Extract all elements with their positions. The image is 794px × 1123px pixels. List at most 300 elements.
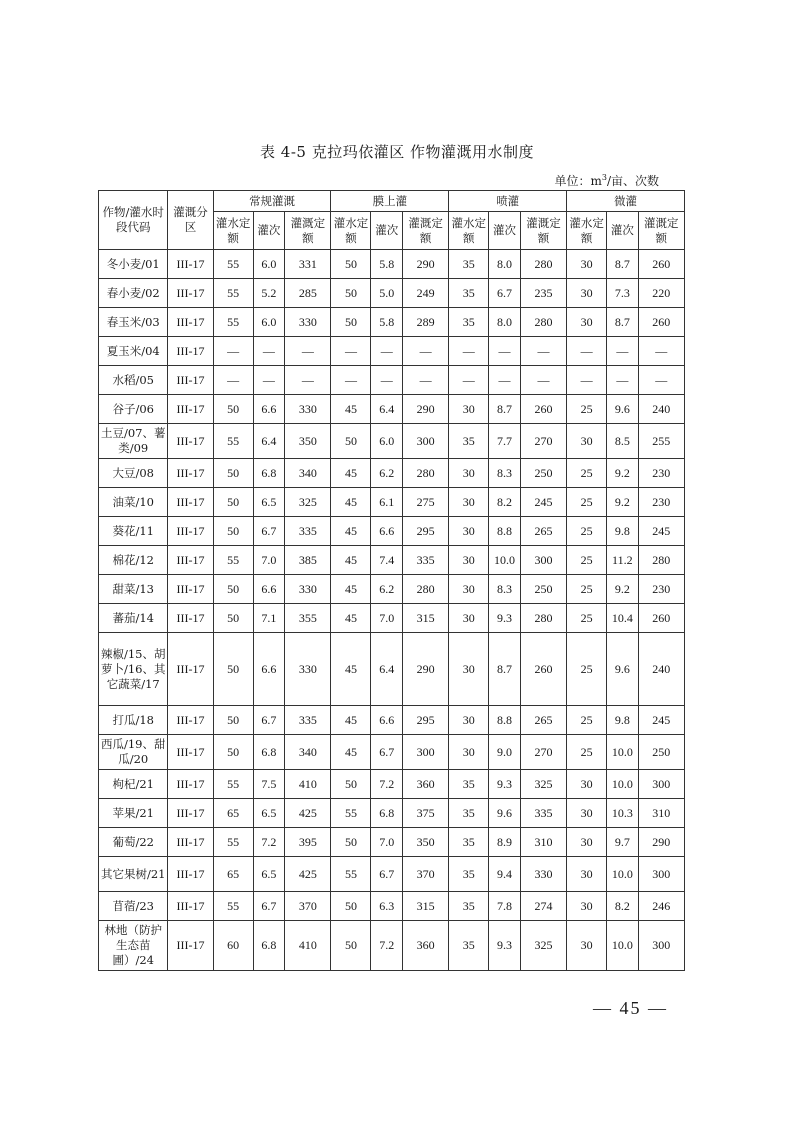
value-cell: 7.7 xyxy=(489,424,521,459)
value-cell: 9.3 xyxy=(489,604,521,633)
value-cell: 30 xyxy=(449,633,489,706)
crop-cell: 土豆/07、薯类/09 xyxy=(99,424,168,459)
value-cell: 7.8 xyxy=(489,892,521,921)
header-group-sprinkler: 喷灌 xyxy=(449,191,567,212)
zone-cell: III-17 xyxy=(168,770,213,799)
value-cell: 6.5 xyxy=(253,799,285,828)
value-cell: 6.6 xyxy=(371,706,403,735)
value-cell: 395 xyxy=(285,828,331,857)
table-row xyxy=(99,337,685,366)
value-cell: 30 xyxy=(449,575,489,604)
value-cell: — xyxy=(285,337,331,366)
value-cell: 25 xyxy=(567,706,607,735)
value-cell: 50 xyxy=(331,921,371,971)
value-cell: 425 xyxy=(285,799,331,828)
crop-cell: 夏玉米/04 xyxy=(99,337,168,366)
header-zone: 灌溉分区 xyxy=(168,191,213,250)
value-cell: 55 xyxy=(331,799,371,828)
zone-cell: III-17 xyxy=(168,279,213,308)
value-cell: 7.2 xyxy=(253,828,285,857)
table-row xyxy=(99,921,685,971)
value-cell: 30 xyxy=(449,395,489,424)
zone-cell: III-17 xyxy=(168,337,213,366)
zone-cell: III-17 xyxy=(168,706,213,735)
value-cell: 25 xyxy=(567,395,607,424)
value-cell: 375 xyxy=(403,799,449,828)
value-cell: 25 xyxy=(567,604,607,633)
crop-cell: 其它果树/21 xyxy=(99,857,168,892)
value-cell: 410 xyxy=(285,770,331,799)
value-cell: 55 xyxy=(213,308,253,337)
value-cell: 30 xyxy=(567,250,607,279)
value-cell: 360 xyxy=(403,770,449,799)
value-cell: 330 xyxy=(285,575,331,604)
value-cell: — xyxy=(489,337,521,366)
value-cell: 350 xyxy=(403,828,449,857)
value-cell: 250 xyxy=(520,459,566,488)
value-cell: 315 xyxy=(403,604,449,633)
value-cell: 410 xyxy=(285,921,331,971)
value-cell: 6.7 xyxy=(371,735,403,770)
table-row xyxy=(99,250,685,279)
value-cell: 265 xyxy=(520,706,566,735)
value-cell: 6.5 xyxy=(253,857,285,892)
value-cell: — xyxy=(567,337,607,366)
value-cell: 325 xyxy=(285,488,331,517)
zone-cell: III-17 xyxy=(168,921,213,971)
value-cell: 30 xyxy=(567,892,607,921)
value-cell: 35 xyxy=(449,799,489,828)
value-cell: 6.8 xyxy=(253,921,285,971)
zone-cell: III-17 xyxy=(168,799,213,828)
value-cell: 6.8 xyxy=(253,735,285,770)
value-cell: 65 xyxy=(213,799,253,828)
header-group-micro: 微灌 xyxy=(567,191,685,212)
subheader-cell: 灌水定额 xyxy=(331,212,371,250)
value-cell: 30 xyxy=(567,279,607,308)
value-cell: 45 xyxy=(331,517,371,546)
value-cell: 325 xyxy=(520,770,566,799)
value-cell: 249 xyxy=(403,279,449,308)
value-cell: 45 xyxy=(331,488,371,517)
value-cell: — xyxy=(331,337,371,366)
value-cell: 260 xyxy=(638,250,684,279)
value-cell: 289 xyxy=(403,308,449,337)
header-group-film: 膜上灌 xyxy=(331,191,449,212)
value-cell: 10.0 xyxy=(607,735,639,770)
value-cell: 25 xyxy=(567,546,607,575)
table-row xyxy=(99,828,685,857)
value-cell: — xyxy=(213,337,253,366)
value-cell: 55 xyxy=(213,279,253,308)
value-cell: 280 xyxy=(520,308,566,337)
value-cell: 30 xyxy=(449,604,489,633)
value-cell: — xyxy=(253,337,285,366)
table-row xyxy=(99,892,685,921)
table-row xyxy=(99,604,685,633)
table-row xyxy=(99,424,685,459)
zone-cell: III-17 xyxy=(168,633,213,706)
value-cell: 6.8 xyxy=(371,799,403,828)
value-cell: 50 xyxy=(331,279,371,308)
value-cell: — xyxy=(607,366,639,395)
value-cell: 6.4 xyxy=(371,395,403,424)
value-cell: 280 xyxy=(520,250,566,279)
value-cell: 230 xyxy=(638,488,684,517)
value-cell: 8.8 xyxy=(489,706,521,735)
value-cell: 50 xyxy=(213,459,253,488)
value-cell: 330 xyxy=(285,633,331,706)
subheader-cell: 灌次 xyxy=(253,212,285,250)
value-cell: — xyxy=(638,337,684,366)
value-cell: 55 xyxy=(213,892,253,921)
table-row xyxy=(99,770,685,799)
value-cell: — xyxy=(371,366,403,395)
crop-cell: 林地（防护生态苗圃）/24 xyxy=(99,921,168,971)
crop-cell: 水稻/05 xyxy=(99,366,168,395)
value-cell: 300 xyxy=(403,735,449,770)
crop-cell: 苜蓿/23 xyxy=(99,892,168,921)
value-cell: 30 xyxy=(567,799,607,828)
value-cell: 335 xyxy=(403,546,449,575)
value-cell: 11.2 xyxy=(607,546,639,575)
value-cell: 8.7 xyxy=(489,633,521,706)
value-cell: 8.9 xyxy=(489,828,521,857)
crop-cell: 蕃茄/14 xyxy=(99,604,168,633)
subheader-cell: 灌溉定额 xyxy=(638,212,684,250)
value-cell: 250 xyxy=(638,735,684,770)
value-cell: 280 xyxy=(403,575,449,604)
value-cell: 260 xyxy=(638,604,684,633)
value-cell: 330 xyxy=(285,395,331,424)
zone-cell: III-17 xyxy=(168,575,213,604)
value-cell: 6.7 xyxy=(253,706,285,735)
header-group-conventional: 常规灌溉 xyxy=(213,191,331,212)
value-cell: 7.3 xyxy=(607,279,639,308)
value-cell: 8.8 xyxy=(489,517,521,546)
value-cell: 65 xyxy=(213,857,253,892)
value-cell: 290 xyxy=(638,828,684,857)
value-cell: 9.6 xyxy=(607,633,639,706)
value-cell: 315 xyxy=(403,892,449,921)
value-cell: 30 xyxy=(449,706,489,735)
value-cell: 260 xyxy=(638,308,684,337)
value-cell: 355 xyxy=(285,604,331,633)
value-cell: 50 xyxy=(213,706,253,735)
subheader-cell: 灌次 xyxy=(371,212,403,250)
value-cell: 8.3 xyxy=(489,459,521,488)
zone-cell: III-17 xyxy=(168,424,213,459)
zone-cell: III-17 xyxy=(168,308,213,337)
zone-cell: III-17 xyxy=(168,488,213,517)
value-cell: 9.2 xyxy=(607,488,639,517)
value-cell: 10.0 xyxy=(607,857,639,892)
value-cell: 265 xyxy=(520,517,566,546)
value-cell: 8.2 xyxy=(607,892,639,921)
zone-cell: III-17 xyxy=(168,459,213,488)
value-cell: 45 xyxy=(331,706,371,735)
value-cell: — xyxy=(285,366,331,395)
zone-cell: III-17 xyxy=(168,546,213,575)
value-cell: — xyxy=(403,366,449,395)
crop-cell: 葡萄/22 xyxy=(99,828,168,857)
crop-cell: 甜菜/13 xyxy=(99,575,168,604)
value-cell: 5.8 xyxy=(371,308,403,337)
value-cell: 6.5 xyxy=(253,488,285,517)
value-cell: 50 xyxy=(213,633,253,706)
value-cell: — xyxy=(331,366,371,395)
value-cell: — xyxy=(403,337,449,366)
value-cell: 7.2 xyxy=(371,770,403,799)
crop-cell: 冬小麦/01 xyxy=(99,250,168,279)
value-cell: 6.2 xyxy=(371,459,403,488)
value-cell: 10.3 xyxy=(607,799,639,828)
value-cell: 250 xyxy=(520,575,566,604)
value-cell: 9.6 xyxy=(607,395,639,424)
value-cell: 285 xyxy=(285,279,331,308)
crop-cell: 谷子/06 xyxy=(99,395,168,424)
header-crop: 作物/灌水时段代码 xyxy=(99,191,168,250)
value-cell: 300 xyxy=(638,921,684,971)
zone-cell: III-17 xyxy=(168,828,213,857)
value-cell: 6.3 xyxy=(371,892,403,921)
table-row xyxy=(99,546,685,575)
value-cell: 310 xyxy=(520,828,566,857)
value-cell: 280 xyxy=(638,546,684,575)
table-row xyxy=(99,279,685,308)
value-cell: 50 xyxy=(213,735,253,770)
table-row xyxy=(99,575,685,604)
value-cell: 25 xyxy=(567,517,607,546)
value-cell: 280 xyxy=(520,604,566,633)
value-cell: 290 xyxy=(403,633,449,706)
value-cell: 230 xyxy=(638,459,684,488)
zone-cell: III-17 xyxy=(168,366,213,395)
value-cell: 360 xyxy=(403,921,449,971)
value-cell: 55 xyxy=(213,828,253,857)
value-cell: 340 xyxy=(285,735,331,770)
value-cell: 6.6 xyxy=(253,575,285,604)
value-cell: 370 xyxy=(403,857,449,892)
value-cell: 295 xyxy=(403,706,449,735)
value-cell: 55 xyxy=(331,857,371,892)
value-cell: — xyxy=(567,366,607,395)
crop-cell: 打瓜/18 xyxy=(99,706,168,735)
value-cell: 6.1 xyxy=(371,488,403,517)
value-cell: 25 xyxy=(567,488,607,517)
value-cell: 50 xyxy=(213,488,253,517)
value-cell: 35 xyxy=(449,828,489,857)
value-cell: 25 xyxy=(567,459,607,488)
value-cell: 6.6 xyxy=(253,633,285,706)
value-cell: 295 xyxy=(403,517,449,546)
table-row xyxy=(99,735,685,770)
value-cell: 6.7 xyxy=(253,517,285,546)
value-cell: 370 xyxy=(285,892,331,921)
value-cell: 9.8 xyxy=(607,706,639,735)
subheader-cell: 灌水定额 xyxy=(213,212,253,250)
zone-cell: III-17 xyxy=(168,892,213,921)
value-cell: 50 xyxy=(213,575,253,604)
value-cell: 30 xyxy=(449,735,489,770)
value-cell: 30 xyxy=(449,517,489,546)
value-cell: 260 xyxy=(520,633,566,706)
value-cell: 6.6 xyxy=(253,395,285,424)
value-cell: 6.0 xyxy=(371,424,403,459)
crop-cell: 西瓜/19、甜瓜/20 xyxy=(99,735,168,770)
value-cell: 331 xyxy=(285,250,331,279)
value-cell: 50 xyxy=(331,308,371,337)
subheader-cell: 灌溉定额 xyxy=(520,212,566,250)
value-cell: 6.8 xyxy=(253,459,285,488)
crop-cell: 枸杞/21 xyxy=(99,770,168,799)
value-cell: 8.0 xyxy=(489,250,521,279)
value-cell: 10.0 xyxy=(607,770,639,799)
value-cell: 8.2 xyxy=(489,488,521,517)
value-cell: 10.0 xyxy=(607,921,639,971)
zone-cell: III-17 xyxy=(168,250,213,279)
value-cell: — xyxy=(253,366,285,395)
value-cell: — xyxy=(607,337,639,366)
value-cell: 50 xyxy=(213,604,253,633)
value-cell: 274 xyxy=(520,892,566,921)
crop-cell: 棉花/12 xyxy=(99,546,168,575)
unit-note: 单位：$m^3/$亩、次数 xyxy=(554,173,659,188)
subheader-cell: 灌溉定额 xyxy=(403,212,449,250)
subheader-cell: 灌水定额 xyxy=(449,212,489,250)
table-row xyxy=(99,799,685,828)
page-number: — 45 — xyxy=(593,998,668,1018)
subheader-cell: 灌次 xyxy=(489,212,521,250)
value-cell: 45 xyxy=(331,395,371,424)
value-cell: 35 xyxy=(449,424,489,459)
zone-cell: III-17 xyxy=(168,735,213,770)
crop-cell: 春玉米/03 xyxy=(99,308,168,337)
value-cell: 50 xyxy=(331,892,371,921)
value-cell: 50 xyxy=(213,395,253,424)
value-cell: 6.4 xyxy=(253,424,285,459)
table-row xyxy=(99,366,685,395)
value-cell: 245 xyxy=(638,706,684,735)
value-cell: 9.3 xyxy=(489,921,521,971)
value-cell: — xyxy=(449,337,489,366)
table-row xyxy=(99,706,685,735)
value-cell: 10.0 xyxy=(489,546,521,575)
value-cell: — xyxy=(449,366,489,395)
subheader-cell: 灌次 xyxy=(607,212,639,250)
value-cell: 240 xyxy=(638,633,684,706)
table-row xyxy=(99,857,685,892)
value-cell: 340 xyxy=(285,459,331,488)
value-cell: 35 xyxy=(449,770,489,799)
value-cell: — xyxy=(489,366,521,395)
value-cell: 9.3 xyxy=(489,770,521,799)
value-cell: 45 xyxy=(331,735,371,770)
value-cell: 8.7 xyxy=(607,308,639,337)
value-cell: 6.4 xyxy=(371,633,403,706)
value-cell: 7.4 xyxy=(371,546,403,575)
value-cell: 280 xyxy=(403,459,449,488)
value-cell: 9.7 xyxy=(607,828,639,857)
value-cell: 290 xyxy=(403,250,449,279)
value-cell: 50 xyxy=(331,424,371,459)
value-cell: 45 xyxy=(331,633,371,706)
value-cell: 255 xyxy=(638,424,684,459)
value-cell: 30 xyxy=(567,770,607,799)
value-cell: 6.7 xyxy=(371,857,403,892)
table-row xyxy=(99,488,685,517)
value-cell: 55 xyxy=(213,250,253,279)
value-cell: — xyxy=(520,366,566,395)
value-cell: 275 xyxy=(403,488,449,517)
table-title: 表 4-5 克拉玛依灌区 作物灌溉用水制度 xyxy=(260,143,534,161)
value-cell: 9.6 xyxy=(489,799,521,828)
value-cell: 6.2 xyxy=(371,575,403,604)
table-row xyxy=(99,308,685,337)
value-cell: 45 xyxy=(331,575,371,604)
table-row xyxy=(99,633,685,706)
value-cell: 60 xyxy=(213,921,253,971)
value-cell: 50 xyxy=(331,770,371,799)
value-cell: — xyxy=(213,366,253,395)
value-cell: 6.0 xyxy=(253,308,285,337)
value-cell: 7.0 xyxy=(371,604,403,633)
value-cell: 220 xyxy=(638,279,684,308)
crop-cell: 辣椒/15、胡萝卜/16、其它蔬菜/17 xyxy=(99,633,168,706)
value-cell: 35 xyxy=(449,250,489,279)
value-cell: 300 xyxy=(638,857,684,892)
value-cell: 7.2 xyxy=(371,921,403,971)
value-cell: 45 xyxy=(331,604,371,633)
value-cell: 50 xyxy=(331,250,371,279)
zone-cell: III-17 xyxy=(168,517,213,546)
value-cell: 300 xyxy=(520,546,566,575)
value-cell: 8.7 xyxy=(607,250,639,279)
value-cell: — xyxy=(520,337,566,366)
value-cell: 8.3 xyxy=(489,575,521,604)
value-cell: 9.8 xyxy=(607,517,639,546)
value-cell: 335 xyxy=(285,706,331,735)
value-cell: 55 xyxy=(213,424,253,459)
value-cell: 35 xyxy=(449,921,489,971)
value-cell: 10.4 xyxy=(607,604,639,633)
value-cell: 55 xyxy=(213,770,253,799)
value-cell: 9.2 xyxy=(607,459,639,488)
value-cell: 30 xyxy=(449,546,489,575)
value-cell: 235 xyxy=(520,279,566,308)
value-cell: 350 xyxy=(285,424,331,459)
value-cell: 9.0 xyxy=(489,735,521,770)
value-cell: — xyxy=(638,366,684,395)
value-cell: 300 xyxy=(638,770,684,799)
value-cell: 246 xyxy=(638,892,684,921)
value-cell: 7.5 xyxy=(253,770,285,799)
table-row xyxy=(99,517,685,546)
value-cell: 50 xyxy=(213,517,253,546)
value-cell: 385 xyxy=(285,546,331,575)
value-cell: 330 xyxy=(520,857,566,892)
value-cell: 270 xyxy=(520,424,566,459)
value-cell: 6.7 xyxy=(489,279,521,308)
value-cell: 35 xyxy=(449,892,489,921)
subheader-cell: 灌溉定额 xyxy=(285,212,331,250)
value-cell: 55 xyxy=(213,546,253,575)
value-cell: 325 xyxy=(520,921,566,971)
table-row xyxy=(99,459,685,488)
value-cell: 290 xyxy=(403,395,449,424)
value-cell: 25 xyxy=(567,735,607,770)
value-cell: 300 xyxy=(403,424,449,459)
